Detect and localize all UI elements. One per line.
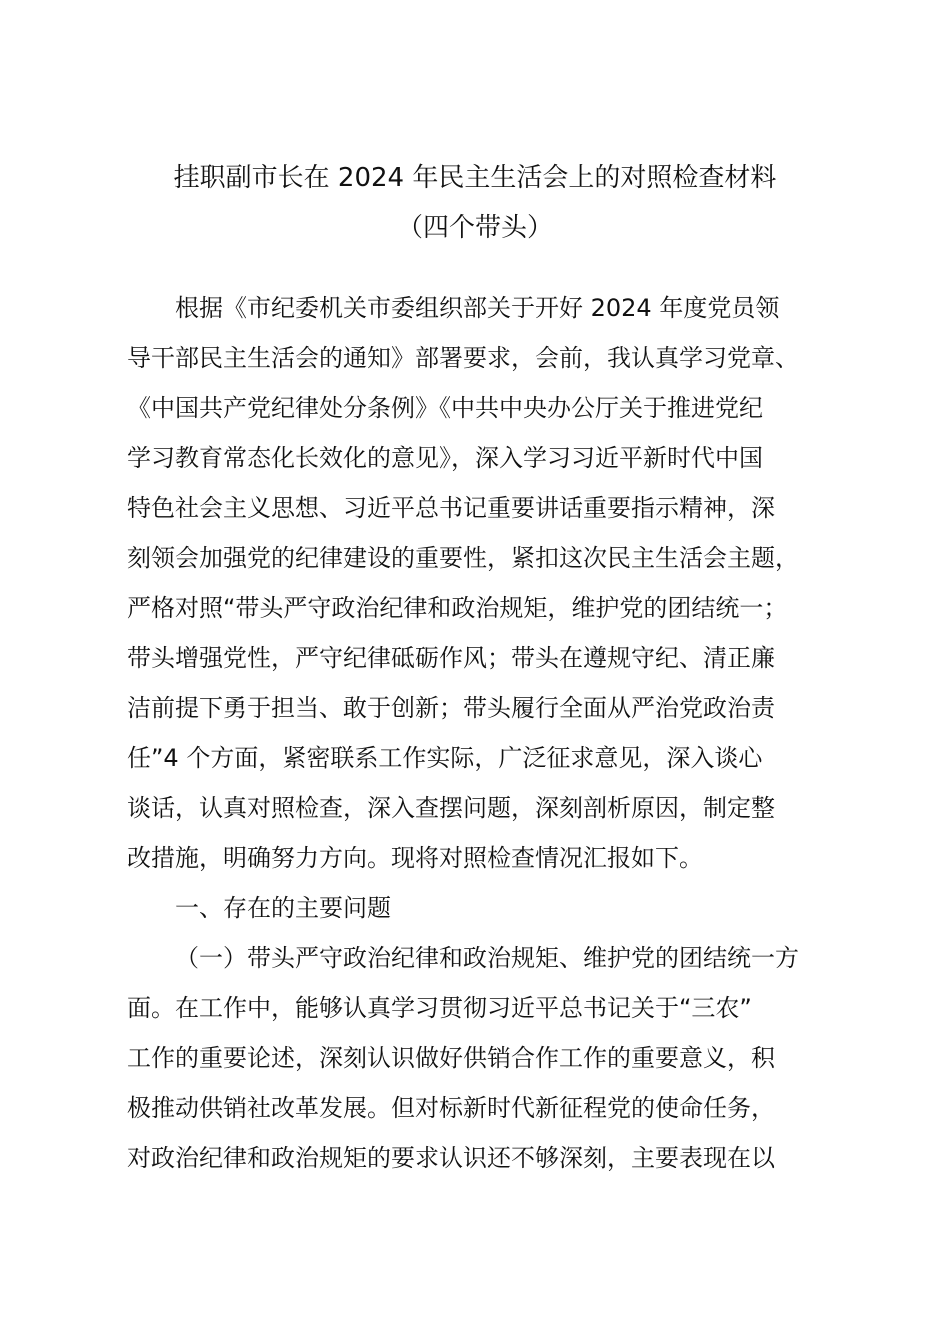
paragraph-line: 对政治纪律和政治规矩的要求认识还不够深刻，主要表现在以 xyxy=(127,1144,775,1172)
paragraph-line: 《中国共产党纪律处分条例》《中共中央办公厅关于推进党纪 xyxy=(127,394,763,422)
document-subtitle: （四个带头） xyxy=(396,213,553,243)
paragraph-line: 面。在工作中，能够认真学习贯彻习近平总书记关于“三农” xyxy=(127,994,752,1022)
paragraph-line: 严格对照“带头严守政治纪律和政治规矩，维护党的团结统一； xyxy=(127,594,788,622)
section-heading: 一、存在的主要问题 xyxy=(175,894,391,922)
paragraph-line: 改措施，明确努力方向。现将对照检查情况汇报如下。 xyxy=(127,844,703,872)
document-body xyxy=(127,283,839,1183)
paragraph-line: （一）带头严守政治纪律和政治规矩、维护党的团结统一方 xyxy=(175,944,799,972)
paragraph-line: 刻领会加强党的纪律建设的重要性，紧扣这次民主生活会主题， xyxy=(127,544,799,572)
paragraph-line: 带头增强党性，严守纪律砥砺作风；带头在遵规守纪、清正廉 xyxy=(127,644,775,672)
paragraph-line: 特色社会主义思想、习近平总书记重要讲话重要指示精神，深 xyxy=(127,494,775,522)
paragraph-line: 工作的重要论述，深刻认识做好供销合作工作的重要意义，积 xyxy=(127,1044,775,1072)
paragraph-line: 极推动供销社改革发展。但对标新时代新征程党的使命任务， xyxy=(127,1094,775,1122)
paragraph-line: 导干部民主生活会的通知》部署要求，会前，我认真学习党章、 xyxy=(127,344,799,372)
paragraph-line: 洁前提下勇于担当、敢于创新；带头履行全面从严治党政治责 xyxy=(127,694,775,722)
paragraph-line: 学习教育常态化长效化的意见》，深入学习习近平新时代中国 xyxy=(127,444,763,472)
document-title: 挂职副市长在 2024 年民主生活会上的对照检查材料 xyxy=(173,163,777,193)
paragraph-line: 根据《市纪委机关市委组织部关于开好 2024 年度党员领 xyxy=(175,294,780,322)
paragraph-line: 任”4 个方面，紧密联系工作实际，广泛征求意见，深入谈心 xyxy=(127,744,763,772)
paragraph-line: 谈话，认真对照检查，深入查摆问题，深刻剖析原因，制定整 xyxy=(127,794,775,822)
